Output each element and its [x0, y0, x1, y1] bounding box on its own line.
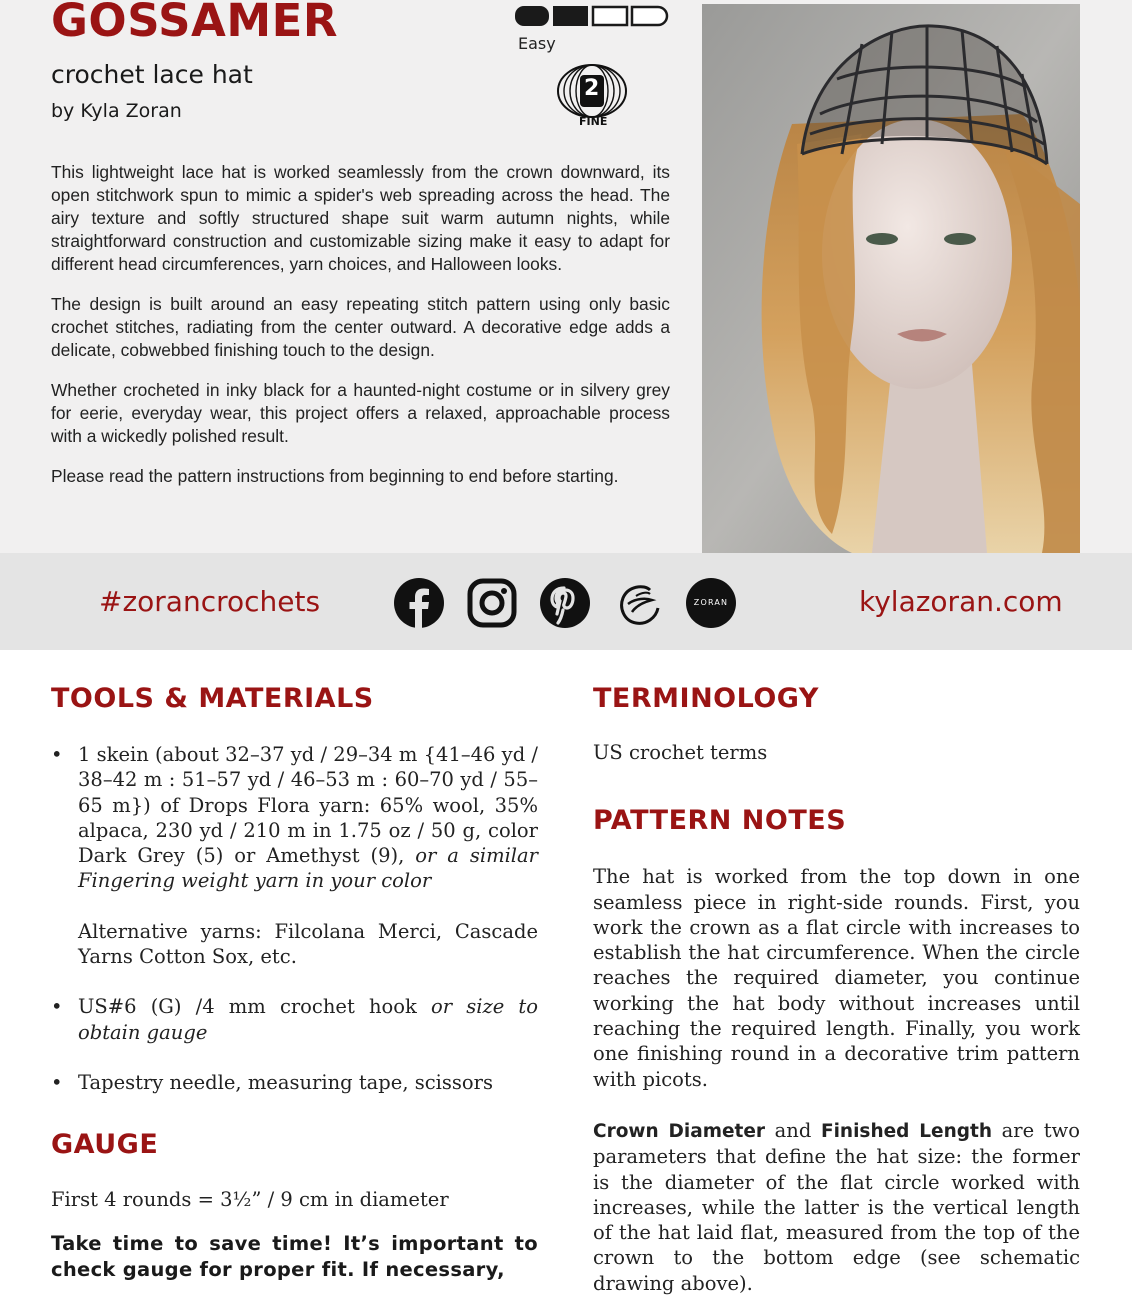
tools-heading: TOOLS & MATERIALS: [51, 683, 374, 714]
zoran-logo-text: ZORAN: [693, 598, 729, 607]
alternative-yarns: Alternative yarns: Filcolana Merci, Cascade Yarns Cotton Sox, etc.: [78, 919, 538, 969]
social-bar: [0, 553, 1132, 650]
intro-paragraph: The design is built around an easy repeating stitch pattern using only basic crochet stitches, radiating from the center outward. A decorative edge adds a delicate, cobwebbed finishing touch to the design.: [51, 294, 670, 360]
yarn-alternative-note: or a similar Fingering weight yarn in your color: [78, 844, 538, 893]
materials-list: [51, 742, 538, 1095]
gauge-warning: Take time to save time! It’s important to check gauge for proper fit. If necessary,: [51, 1231, 538, 1281]
ravelry-icon[interactable]: [614, 578, 664, 628]
pattern-title: GOSSAMER: [51, 0, 338, 47]
terminology-text: US crochet terms: [593, 741, 768, 764]
bullet: •: [51, 1070, 63, 1094]
terminology-heading: TERMINOLOGY: [593, 683, 819, 714]
header-section: [0, 0, 1132, 553]
model-photo: [702, 4, 1080, 553]
conjunction: and: [774, 1118, 812, 1142]
intro-paragraph: This lightweight lace hat is worked seamlessly from the crown downward, its open stitchwork spun to mimic a spider's web spreading across the head. The airy texture and softly structured shape suit warm autumn nights, while straightforward construction and customizable sizing make it easy to adapt for different head circumferences, yarn choices, and Halloween looks.: [51, 162, 670, 274]
author-byline: by Kyla Zoran: [51, 100, 182, 122]
bullet: •: [51, 743, 63, 766]
hashtag: #zorancrochets: [99, 585, 321, 618]
right-column: [593, 683, 1080, 1296]
list-item: [51, 1070, 538, 1095]
website-link[interactable]: kylazoran.com: [859, 585, 1063, 618]
yarn-weight-symbol: [555, 63, 629, 128]
gauge-text: First 4 rounds = 3½” / 9 cm in diameter: [51, 1188, 449, 1212]
bullet: •: [51, 995, 63, 1019]
intro-paragraph: Whether crocheted in inky black for a haunted-night costume or in silvery grey for eerie, everyday wear, this project offers a relaxed, approachable process with a wickedly polished result.: [51, 380, 670, 446]
pattern-subtitle: crochet lace hat: [51, 60, 253, 89]
gauge-heading: GAUGE: [51, 1129, 159, 1161]
notions-description: Tapestry needle, measuring tape, scissors: [78, 1070, 493, 1094]
pattern-notes-paragraph: The hat is worked from the top down in one seamless piece in right-side rounds. First, you work the crown as a flat circle with increases to establish the hat circumference. When the circle reaches the required diameter, you continue working the hat body without increases until reaching the required length. Finally, you work one finishing round in a decorative trim pattern with picots.: [593, 865, 1080, 1091]
left-column: [51, 683, 538, 1283]
instagram-icon[interactable]: [467, 578, 517, 628]
pinterest-icon[interactable]: [540, 578, 590, 628]
difficulty-label: Easy: [518, 34, 556, 53]
term-finished-length: Finished Length: [820, 1120, 993, 1142]
difficulty-bars-icon: [514, 4, 670, 30]
difficulty-indicator: [514, 4, 670, 53]
yarn-description: 1 skein (about 32–37 yd / 29–34 m {41–46 yd / 38–42 m : 51–57 yd / 46–53 m : 60–70 yd / 55–65 m}) of Drops Flora yarn: 65% wool, 35% alpaca, 230 yd / 210 m in 1.75 oz / 50 g, color Dark Grey (5) or Amethyst (9),: [78, 743, 538, 868]
facebook-icon[interactable]: [394, 578, 444, 628]
yarn-weight-label: FINE: [579, 115, 608, 128]
intro-paragraph: Please read the pattern instructions from beginning to end before starting.: [51, 466, 619, 486]
term-crown-diameter: Crown Diameter: [593, 1120, 766, 1142]
intro-text: [51, 161, 670, 505]
hook-note: or size to obtain gauge: [78, 995, 539, 1044]
pattern-notes-paragraph: [593, 1118, 1080, 1296]
size-explanation: are two parameters that define the hat size: the former is the diameter of the flat circle worked with increases, while the latter is the vertical length of the hat laid flat, measured from the top of the crown to the bottom edge (see schematic drawing above).: [593, 1118, 1080, 1295]
yarn-weight-number: 2: [584, 76, 600, 101]
hook-description: US#6 (G) /4 mm crochet hook: [78, 995, 417, 1019]
list-item: [51, 742, 538, 969]
list-item: [51, 994, 538, 1045]
pattern-notes-heading: PATTERN NOTES: [593, 805, 847, 837]
